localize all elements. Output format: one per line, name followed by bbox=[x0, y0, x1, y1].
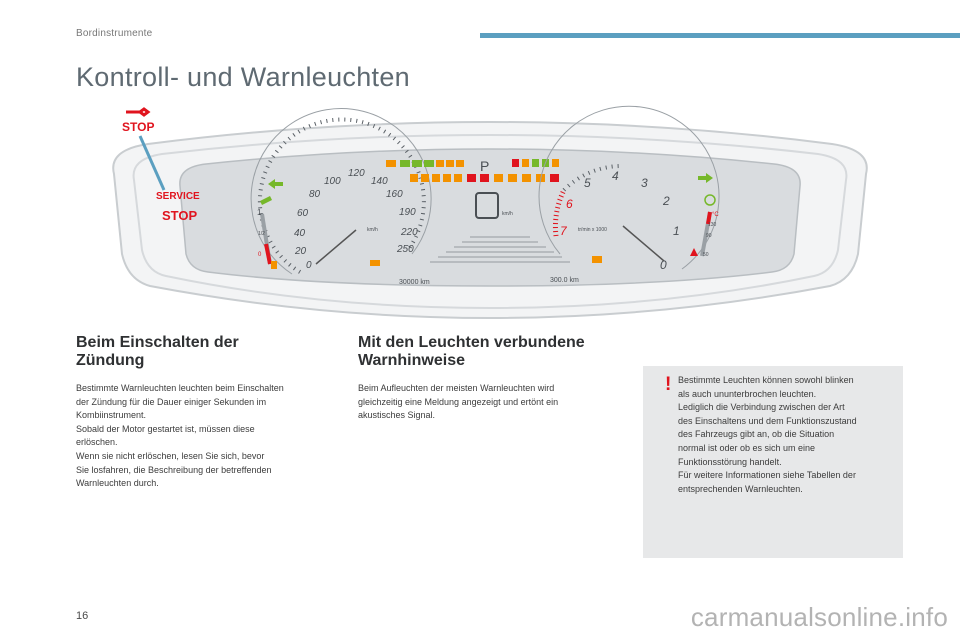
rpm-tick: 4 bbox=[612, 169, 619, 183]
warning-icon-orange-right bbox=[592, 256, 602, 263]
exclamation-icon: ! bbox=[665, 374, 672, 395]
gear-indicator: P bbox=[480, 158, 490, 174]
instrument-cluster-illustration bbox=[60, 104, 920, 320]
svg-text:1/2: 1/2 bbox=[258, 231, 265, 237]
rpm-tick: 0 bbox=[660, 258, 667, 272]
svg-text:0: 0 bbox=[258, 252, 262, 258]
speed-tick: 80 bbox=[309, 189, 321, 200]
svg-text:SERVICE: SERVICE bbox=[156, 191, 200, 202]
rpm-tick: 7 bbox=[560, 224, 567, 238]
warning-icon-orange bbox=[370, 260, 380, 266]
rpm-tick: 6 bbox=[566, 197, 573, 211]
svg-text:130: 130 bbox=[708, 222, 717, 228]
odometer-right: 300.0 km bbox=[550, 277, 579, 284]
rpm-tick: 5 bbox=[584, 176, 591, 190]
odometer-left: 30000 km bbox=[399, 279, 430, 286]
speed-unit-center: km/h bbox=[502, 211, 513, 217]
warnings-heading: Mit den Leuchten verbundene Warnhinweise bbox=[358, 334, 585, 369]
note-box bbox=[643, 366, 903, 558]
svg-text:90: 90 bbox=[706, 233, 712, 239]
speed-tick: 220 bbox=[401, 227, 418, 238]
speed-tick: 100 bbox=[324, 176, 341, 187]
warnings-text: Beim Aufleuchten der meisten Warnleuchten wird gleichzeitig eine Meldung angezeigt und ertönt ein akustisches Signal. bbox=[358, 383, 559, 421]
wrench-icon bbox=[126, 109, 148, 115]
ignition-heading: Beim Einschalten der Zündung bbox=[76, 334, 239, 369]
rpm-tick: 2 bbox=[663, 194, 670, 208]
ignition-section bbox=[76, 334, 334, 491]
ignition-text: Bestimmte Warnleuchten leuchten beim Einschalten der Zündung für die Dauer einiger Sekunden im Kombiinstrument. Sobald der Motor gestartet ist, müssen diese erlöschen. Wenn sie nicht erlöschen, lesen Sie sich, bevor Sie losfahren, die Beschreibung der betreffenden Warnleuchten durch. bbox=[76, 383, 284, 489]
svg-text:STOP: STOP bbox=[122, 120, 155, 134]
warnings-section bbox=[358, 334, 616, 423]
header-rule bbox=[480, 33, 960, 38]
svg-text:STOP: STOP bbox=[162, 208, 198, 223]
note-text: Bestimmte Leuchten können sowohl blinken als auch ununterbrochen leuchten. Lediglich die Verbindung zwischen der Art des Einschaltens und dem Funktionszustand des Fahrzeugs gibt an, ob die Situation normal ist oder ob es sich um eine Funktionsstörung handelt. Für weitere Informationen siehe Tabellen der entsprechenden Warnleuchten. bbox=[678, 375, 857, 494]
speed-tick: 120 bbox=[348, 168, 365, 179]
speed-tick: 160 bbox=[386, 189, 403, 200]
speed-tick: 60 bbox=[297, 208, 309, 219]
svg-text:1: 1 bbox=[257, 208, 262, 217]
warning-icons-row-2 bbox=[410, 174, 559, 182]
speed-tick: 190 bbox=[399, 207, 416, 218]
speed-tick: 20 bbox=[295, 246, 307, 257]
page-title: Kontroll- und Warnleuchten bbox=[76, 62, 410, 92]
stop-callout-top bbox=[122, 109, 154, 134]
svg-text:°C: °C bbox=[712, 212, 719, 218]
speed-tick: 250 bbox=[397, 244, 414, 255]
speed-tick: 40 bbox=[294, 228, 306, 239]
watermark: carmanualsonline.info bbox=[690, 602, 948, 632]
speed-tick: 140 bbox=[371, 176, 388, 187]
rpm-unit: tr/min x 1000 bbox=[578, 227, 607, 233]
page-number: 16 bbox=[76, 610, 89, 622]
rpm-tick: 3 bbox=[641, 176, 648, 190]
section-label: Bordinstrumente bbox=[76, 28, 153, 39]
fuel-warning-icon bbox=[271, 261, 277, 269]
speed-unit-small: km/h bbox=[367, 227, 378, 233]
rpm-tick: 1 bbox=[673, 224, 680, 238]
svg-text:50: 50 bbox=[703, 252, 709, 258]
speed-tick: 0 bbox=[306, 260, 312, 271]
